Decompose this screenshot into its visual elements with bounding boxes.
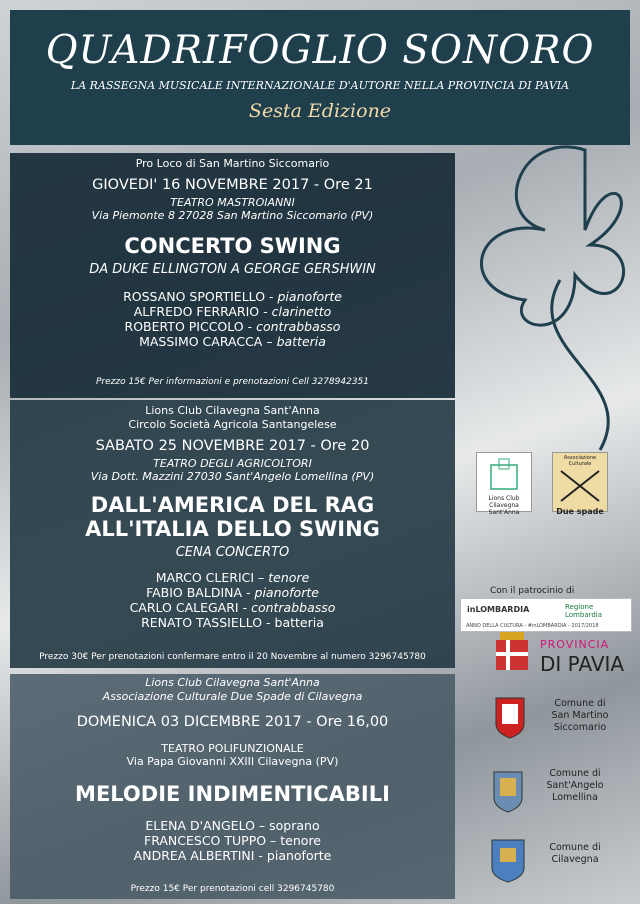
festival-subtitle: LA RASSEGNA MUSICALE INTERNAZIONALE D'AUTORE NELLA PROVINCIA DI PAVIA (70, 79, 570, 92)
due-spade-badge: Associazione Culturale Due spade (552, 452, 608, 512)
castle-icon (477, 457, 531, 493)
edition-label: Sesta Edizione (248, 100, 392, 122)
performer: MARCO CLERICI – tenore (155, 570, 310, 585)
event-2-address: Via Dott. Mazzini 27030 Sant'Angelo Lomellina (PV) (90, 470, 375, 483)
event-1-panel (10, 153, 455, 398)
event-3-organizer: Lions Club Cilavegna Sant'Anna (145, 676, 320, 689)
event-3-venue: TEATRO POLIFUNZIONALE (161, 742, 304, 755)
provincia-pavia-logo: PROVINCIA DI PAVIA (488, 630, 630, 678)
event-3-address: Via Papa Giovanni XXIII Cilavegna (PV) (126, 755, 339, 768)
event-2-title-line-1: DALL'AMERICA DEL RAG (90, 493, 375, 517)
lombardia-logo: inLOMBARDIA Regione Lombardia ANNO DELLA CULTURA - #inLOMBARDIA - 2017/2018 (460, 598, 632, 632)
performer: FABIO BALDINA - pianoforte (146, 585, 319, 600)
event-1-subtitle: DA DUKE ELLINGTON A GEORGE GERSHWIN (89, 262, 376, 277)
festival-title: QUADRIFOGLIO SONORO (45, 28, 595, 73)
event-2-panel (10, 400, 455, 668)
sant-angelo-crest-icon (486, 762, 530, 816)
performer: ROBERTO PICCOLO - contrabbasso (124, 319, 341, 334)
event-2-price: Prezzo 30€ Per prenotazioni confermare entro il 20 Novembre al numero 3296745780 (39, 652, 426, 662)
event-3-title: MELODIE INDIMENTICABILI (75, 782, 390, 806)
event-2-organizer-2: Circolo Società Agricola Santangelese (128, 418, 337, 431)
event-3-panel (10, 674, 455, 899)
event-2-organizer: Lions Club Cilavegna Sant'Anna (145, 404, 320, 417)
performer: ALFREDO FERRARIO - clarinetto (133, 304, 332, 319)
performer: FRANCESCO TUPPO – tenore (144, 833, 321, 848)
performer: ROSSANO SPORTIELLO - pianoforte (123, 289, 342, 304)
performer: ELENA D'ANGELO – soprano (145, 818, 320, 833)
event-2-date: SABATO 25 NOVEMBRE 2017 - Ore 20 (95, 438, 370, 454)
event-1-date: GIOVEDI' 16 NOVEMBRE 2017 - Ore 21 (92, 177, 373, 193)
provincia-crest-icon (492, 632, 532, 676)
event-1-title: CONCERTO SWING (124, 234, 341, 258)
performer: RENATO TASSIELLO - batteria (141, 615, 324, 630)
lions-club-badge: Lions Club Cilavegna Sant'Anna (476, 452, 532, 512)
event-2-subtitle: CENA CONCERTO (175, 545, 290, 560)
comune-san-martino: Comune di San Martino Siccomario (551, 698, 609, 733)
performer: CARLO CALEGARI - contrabbasso (129, 600, 336, 615)
event-3-price: Prezzo 15€ Per prenotazioni cell 3296745780 (130, 884, 335, 894)
event-3-organizer-2: Associazione Culturale Due Spade di Cilavegna (102, 690, 363, 703)
comune-cilavegna: Comune di Cilavegna (549, 842, 601, 865)
event-1-address: Via Piemonte 8 27028 San Martino Siccomario (PV) (91, 209, 374, 222)
event-1-venue: TEATRO MASTROIANNI (170, 196, 295, 209)
event-1-price: Prezzo 15€ Per informazioni e prenotazioni Cell 3278942351 (95, 377, 370, 387)
performer: ANDREA ALBERTINI - pianoforte (133, 848, 332, 863)
comune-sant-angelo: Comune di Sant'Angelo Lomellina (546, 768, 604, 803)
cilavegna-crest-icon (484, 830, 532, 886)
patronage-label: Con il patrocinio di (490, 586, 575, 596)
crossed-swords-icon (553, 467, 607, 505)
performer: MASSIMO CARACCA – batteria (139, 334, 326, 349)
san-martino-crest-icon (488, 690, 532, 742)
header-banner (10, 10, 630, 145)
event-3-date: DOMENICA 03 DICEMBRE 2017 - Ore 16,00 (76, 714, 389, 730)
event-2-title-line-2: ALL'ITALIA DELLO SWING (85, 517, 380, 541)
event-1-organizer: Pro Loco di San Martino Siccomario (135, 157, 330, 170)
event-2-venue: TEATRO DEGLI AGRICOLTORI (153, 457, 312, 470)
